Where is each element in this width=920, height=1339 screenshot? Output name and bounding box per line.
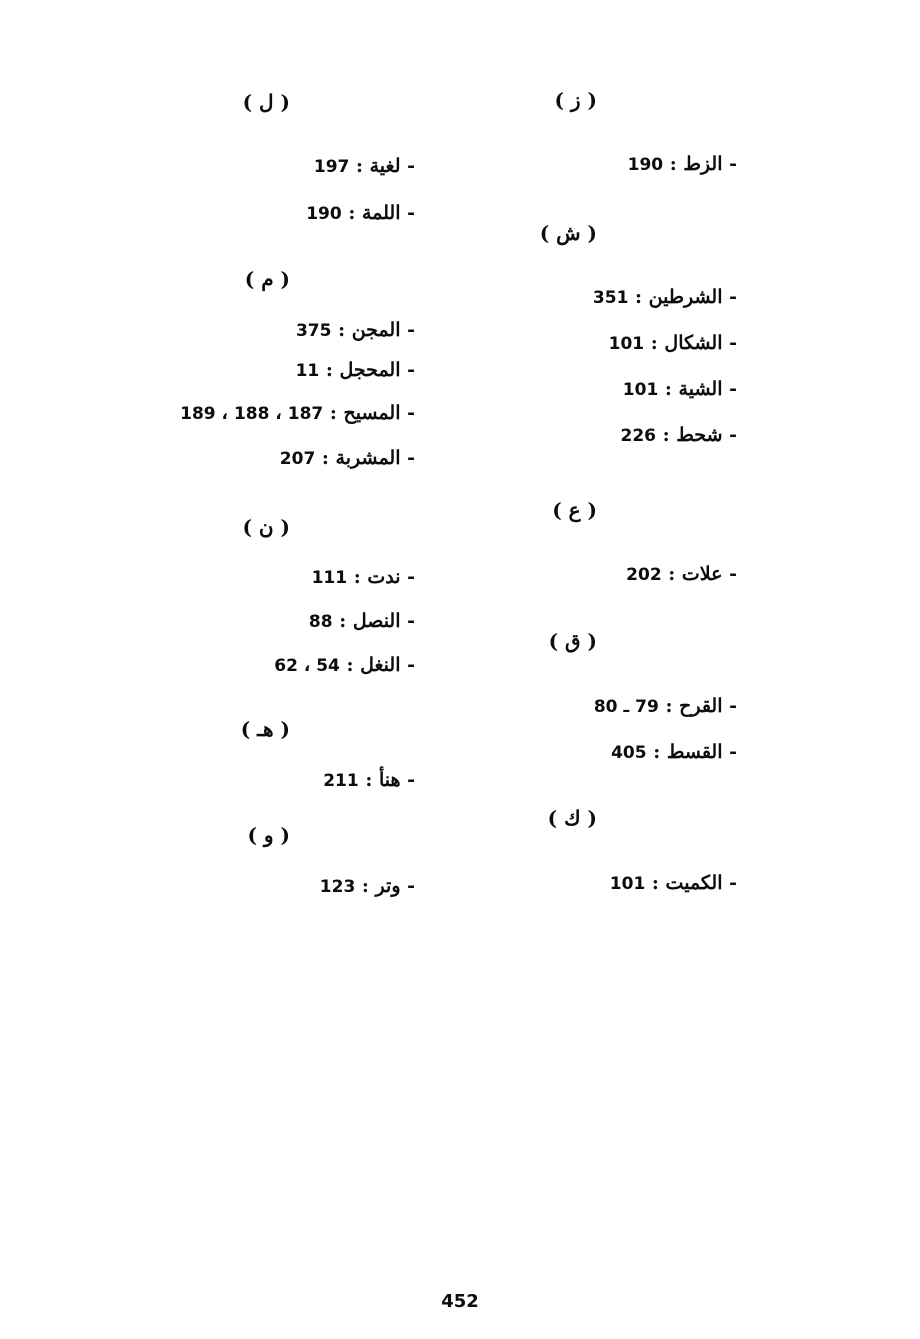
page-number: 452: [441, 1291, 479, 1312]
entry-pages: 101: [608, 334, 645, 354]
entry-pages: 375: [295, 321, 332, 341]
section-header-ha: ( هـ ): [240, 717, 290, 741]
index-entry: [593, 283, 737, 311]
entry-pages: 54 ، 62: [274, 656, 340, 676]
index-entry: [626, 560, 737, 588]
entry-term: - المسيح :: [329, 402, 415, 424]
index-entry: [274, 651, 415, 679]
entry-pages: 190: [306, 204, 342, 224]
entry-pages: 190: [627, 155, 664, 175]
entry-pages: 207: [279, 449, 316, 469]
index-entry: [280, 444, 415, 472]
entry-term: - الكميت :: [651, 872, 737, 894]
entry-term: - القرح :: [665, 695, 737, 717]
entry-pages: 197: [313, 157, 350, 177]
entry-pages: 11: [295, 361, 320, 381]
entry-term: - لغية :: [355, 155, 415, 177]
index-entry: [323, 766, 415, 794]
entry-term: - المحجل :: [325, 359, 415, 381]
section-header-lam: ( ل ): [242, 90, 290, 114]
entry-pages: 211: [323, 771, 359, 791]
entry-term: - ندت :: [353, 566, 415, 588]
entry-term: - النغل :: [346, 654, 415, 676]
section-header-ayn: ( ع ): [552, 498, 597, 522]
section-header-kaf: ( ك ): [547, 806, 597, 830]
section-header-mim: ( م ): [244, 267, 290, 291]
index-entry: [306, 199, 415, 227]
index-entry: [610, 869, 737, 897]
entry-term: - القسط :: [653, 741, 737, 763]
entry-term: - المجن :: [338, 319, 415, 341]
entry-term: - الشية :: [664, 378, 737, 400]
entry-pages: 405: [611, 743, 647, 763]
entry-term: - النصل :: [339, 610, 415, 632]
index-entry: [594, 692, 737, 720]
entry-pages: 187 ، 188 ، 189: [180, 404, 324, 424]
index-entry: [296, 356, 415, 384]
section-header-shin: ( ش ): [539, 221, 597, 245]
entry-term: - الشكال :: [650, 332, 737, 354]
section-header-qaf: ( ق ): [548, 629, 597, 653]
entry-pages: 101: [622, 380, 659, 400]
index-entry: [628, 150, 737, 178]
index-entry: [621, 421, 737, 449]
entry-term: - الزط :: [669, 153, 737, 175]
entry-pages: 351: [592, 288, 629, 308]
entry-term: - المشربة :: [321, 447, 415, 469]
section-header-zay: ( ز ): [554, 88, 597, 112]
entry-pages: 226: [620, 426, 657, 446]
index-entry: [609, 329, 737, 357]
entry-pages: 88: [308, 612, 333, 632]
entry-pages: 79 ـ 80: [593, 697, 659, 717]
entry-pages: 111: [311, 568, 348, 588]
index-entry: [320, 872, 415, 900]
index-entry: [309, 607, 415, 635]
index-entry: [314, 152, 415, 180]
index-entry: [623, 375, 737, 403]
index-entry: [611, 738, 737, 766]
entry-term: - الشرطين :: [635, 286, 737, 308]
entry-term: - اللمة :: [348, 202, 415, 224]
section-header-nun: ( ن ): [242, 515, 290, 539]
entry-pages: 202: [626, 565, 662, 585]
entry-term: - وتر :: [361, 875, 415, 897]
entry-pages: 123: [319, 877, 356, 897]
entry-term: - هنأ :: [365, 769, 415, 791]
entry-term: - شحط :: [662, 424, 737, 446]
entry-pages: 101: [609, 874, 646, 894]
section-header-waw: ( و ): [247, 823, 290, 847]
index-entry: [180, 399, 415, 427]
entry-term: - علات :: [668, 563, 737, 585]
index-entry: [312, 563, 415, 591]
index-entry: [296, 316, 415, 344]
